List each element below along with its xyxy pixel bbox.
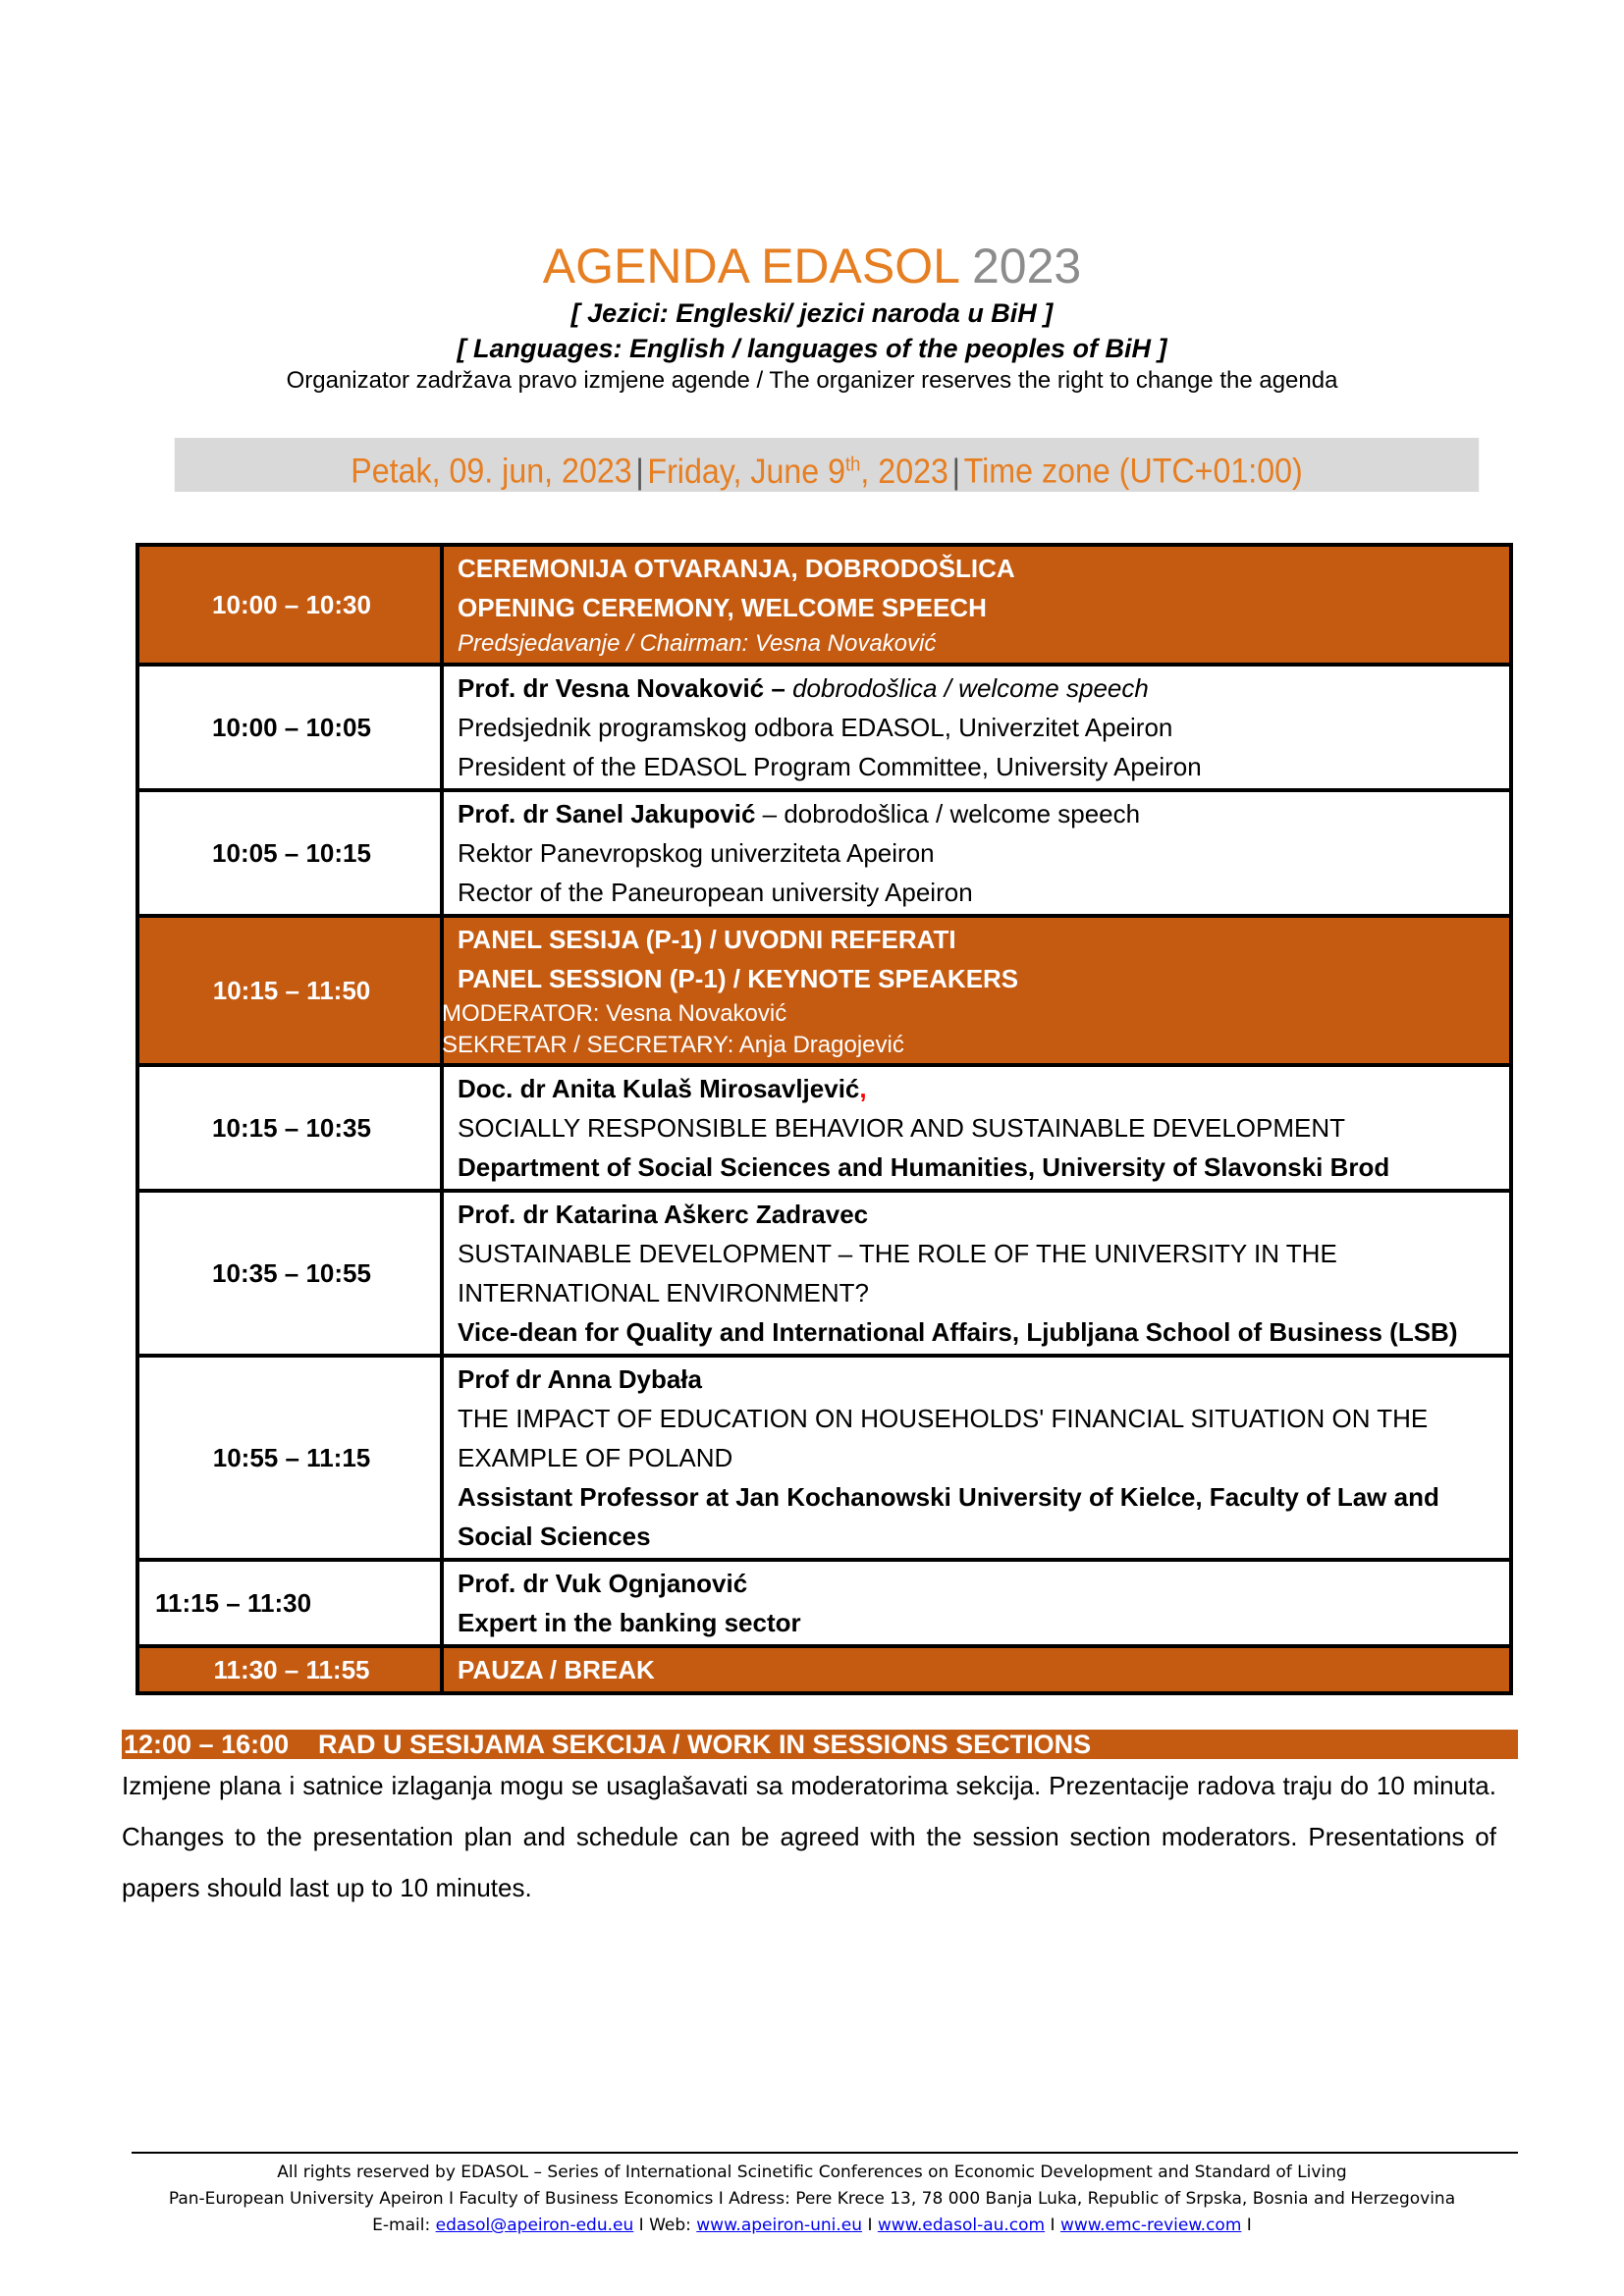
content-cell: [442, 1065, 1511, 1191]
welcome2-heading: [458, 794, 1499, 833]
web-label: I Web:: [633, 2216, 697, 2235]
speaker-role: dobrodošlica / welcome speech: [792, 673, 1149, 703]
languages-en: [ Languages: English / languages of the peoples of BiH ]: [457, 334, 1167, 363]
time-cell: 10:15 – 11:50: [137, 916, 442, 1065]
time-cell: 10:55 – 11:15: [137, 1356, 442, 1560]
title-main: AGENDA EDASOL: [542, 239, 959, 294]
date-bs: Petak, 09. jun, 2023: [351, 452, 632, 491]
talk2-affiliation: Vice-dean for Quality and International Affairs, Ljubljana School of Business (LSB): [458, 1317, 1458, 1347]
footer-sep: I: [1045, 2216, 1060, 2235]
agenda-row-opening: [137, 545, 1511, 665]
footer-sep: I: [862, 2216, 878, 2235]
time-cell: 11:30 – 11:55: [137, 1646, 442, 1693]
talk4-speaker: Prof. dr Vuk Ognjanović: [458, 1569, 748, 1598]
time-cell: 10:35 – 10:55: [137, 1191, 442, 1356]
agenda-row-panel: [137, 916, 1511, 1065]
panel-line2: PANEL SESSION (P-1) / KEYNOTE SPEAKERS: [458, 964, 1019, 993]
time-cell: 10:00 – 10:05: [137, 665, 442, 790]
speaker-name: Prof. dr Vesna Novaković: [458, 673, 765, 703]
sessions-label: RAD U SESIJAMA SEKCIJA / WORK IN SESSIONS SECTIONS: [318, 1730, 1092, 1759]
content-cell: [442, 1356, 1511, 1560]
talk3-title-line1: THE IMPACT OF EDUCATION ON HOUSEHOLDS' FINANCIAL SITUATION ON THE: [458, 1404, 1429, 1433]
opening-line2: OPENING CEREMONY, WELCOME SPEECH: [458, 593, 987, 622]
time-cell: 10:05 – 10:15: [137, 790, 442, 916]
talk1-affiliation: Department of Social Sciences and Humanities, University of Slavonski Brod: [458, 1152, 1390, 1182]
agenda-row-welcome1: [137, 665, 1511, 790]
talk2-speaker: Prof. dr Katarina Aškerc Zadravec: [458, 1200, 869, 1229]
footer-line3: [0, 2213, 1624, 2239]
email-link[interactable]: edasol@apeiron-edu.eu: [435, 2216, 634, 2235]
organizer-note: Organizator zadržava pravo izmjene agende / The organizer reserves the right to change the agenda: [286, 367, 1338, 394]
date-separator-2: |: [951, 452, 960, 491]
talk2-title-line2: INTERNATIONAL ENVIRONMENT?: [458, 1278, 869, 1308]
talk3-affiliation: Assistant Professor at Jan Kochanowski University of Kielce, Faculty of Law and Social Sciences: [458, 1482, 1439, 1551]
date-en-suffix: th: [845, 454, 861, 475]
welcome1-line2: Predsjednik programskog odbora EDASOL, Univerzitet Apeiron: [458, 713, 1173, 742]
footer-line1: All rights reserved by EDASOL – Series of International Scinetific Conferences on Economic Development and Standard of Living: [277, 2163, 1347, 2182]
content-cell: [442, 545, 1511, 665]
content-cell: [442, 1560, 1511, 1646]
agenda-table: [135, 543, 1513, 1695]
date-en-text: Friday, June 9: [647, 452, 846, 491]
date-en-year: , 2023: [860, 452, 948, 491]
agenda-row-welcome2: [137, 790, 1511, 916]
talk2-title-line1: SUSTAINABLE DEVELOPMENT – THE ROLE OF THE UNIVERSITY IN THE: [458, 1239, 1337, 1268]
talk1-title: SOCIALLY RESPONSIBLE BEHAVIOR AND SUSTAINABLE DEVELOPMENT: [458, 1113, 1346, 1143]
sessions-bar: [122, 1730, 1518, 1759]
speaker-name: Doc. dr Anita Kulaš Mirosavljević: [458, 1074, 860, 1103]
agenda-row-talk4: [137, 1560, 1511, 1646]
panel-line1: PANEL SESIJA (P-1) / UVODNI REFERATI: [458, 925, 956, 954]
date-separator: |: [635, 452, 644, 491]
welcome2-line3: Rector of the Paneuropean university Apeiron: [458, 878, 973, 907]
comma: ,: [859, 1074, 867, 1103]
dash: –: [764, 673, 793, 703]
agenda-row-talk1: [137, 1065, 1511, 1191]
footer-line2: Pan-European University Apeiron I Faculty of Business Economics I Adress: Pere Krece 13, 78 000 Banja Luka, Republic of Srpska, Bosnia and Herzegovina: [168, 2189, 1456, 2209]
talk3-title-line2: EXAMPLE OF POLAND: [458, 1443, 733, 1472]
email-label: E-mail:: [372, 2216, 436, 2235]
footer: [0, 2160, 1624, 2239]
timezone: Time zone (UTC+01:00): [963, 452, 1303, 491]
languages-bs: [ Jezici: Engleski/ jezici naroda u BiH ]: [570, 298, 1054, 328]
content-cell: [442, 1191, 1511, 1356]
speaker-role: – dobrodošlica / welcome speech: [755, 799, 1141, 828]
opening-line1: CEREMONIJA OTVARANJA, DOBRODOŠLICA: [458, 554, 1015, 583]
speaker-name: Prof. dr Sanel Jakupović: [458, 799, 756, 828]
page-title: [0, 239, 1624, 294]
time-cell: 11:15 – 11:30: [137, 1560, 442, 1646]
content-cell: [442, 916, 1511, 1065]
web-link-edasol[interactable]: www.edasol-au.com: [877, 2216, 1046, 2235]
content-cell: [442, 790, 1511, 916]
agenda-row-break: [137, 1646, 1511, 1693]
date-en: [647, 453, 948, 491]
time-cell: 10:00 – 10:30: [137, 545, 442, 665]
sessions-note-bs: Izmjene plana i satnice izlaganja mogu se usaglašavati sa moderatorima sekcija. Prezentacije radova traju do 10 minuta.: [122, 1771, 1496, 1800]
footer-end: I: [1241, 2216, 1252, 2235]
panel-secretary: SEKRETAR / SECRETARY: Anja Dragojević: [442, 1032, 904, 1058]
web-link-emc-review[interactable]: www.emc-review.com: [1059, 2216, 1242, 2235]
web-link-apeiron[interactable]: www.apeiron-uni.eu: [696, 2216, 863, 2235]
content-cell: [442, 665, 1511, 790]
opening-chair: Predsjedavanje / Chairman: Vesna Novaković: [458, 630, 937, 657]
break-label: PAUZA / BREAK: [442, 1646, 1511, 1693]
sessions-time: 12:00 – 16:00: [124, 1730, 290, 1759]
agenda-row-talk2: [137, 1191, 1511, 1356]
agenda-row-talk3: [137, 1356, 1511, 1560]
date-band: [175, 438, 1479, 492]
talk3-speaker: Prof dr Anna Dybała: [458, 1364, 702, 1394]
talk1-speaker: [458, 1069, 1499, 1108]
welcome2-line2: Rektor Panevropskog univerziteta Apeiron: [458, 838, 935, 868]
sessions-note-en: Changes to the presentation plan and schedule can be agreed with the session section moderators. Presentations of papers should last up to 10 minutes.: [122, 1822, 1496, 1902]
welcome1-line3: President of the EDASOL Program Committee, University Apeiron: [458, 752, 1202, 781]
talk4-affiliation: Expert in the banking sector: [458, 1608, 801, 1637]
time-cell: 10:15 – 10:35: [137, 1065, 442, 1191]
title-year: 2023: [971, 239, 1082, 294]
panel-moderator: MODERATOR: Vesna Novaković: [442, 1000, 787, 1027]
sessions-note: [122, 1760, 1496, 1913]
footer-divider: [132, 2152, 1518, 2154]
welcome1-heading: [458, 668, 1499, 708]
